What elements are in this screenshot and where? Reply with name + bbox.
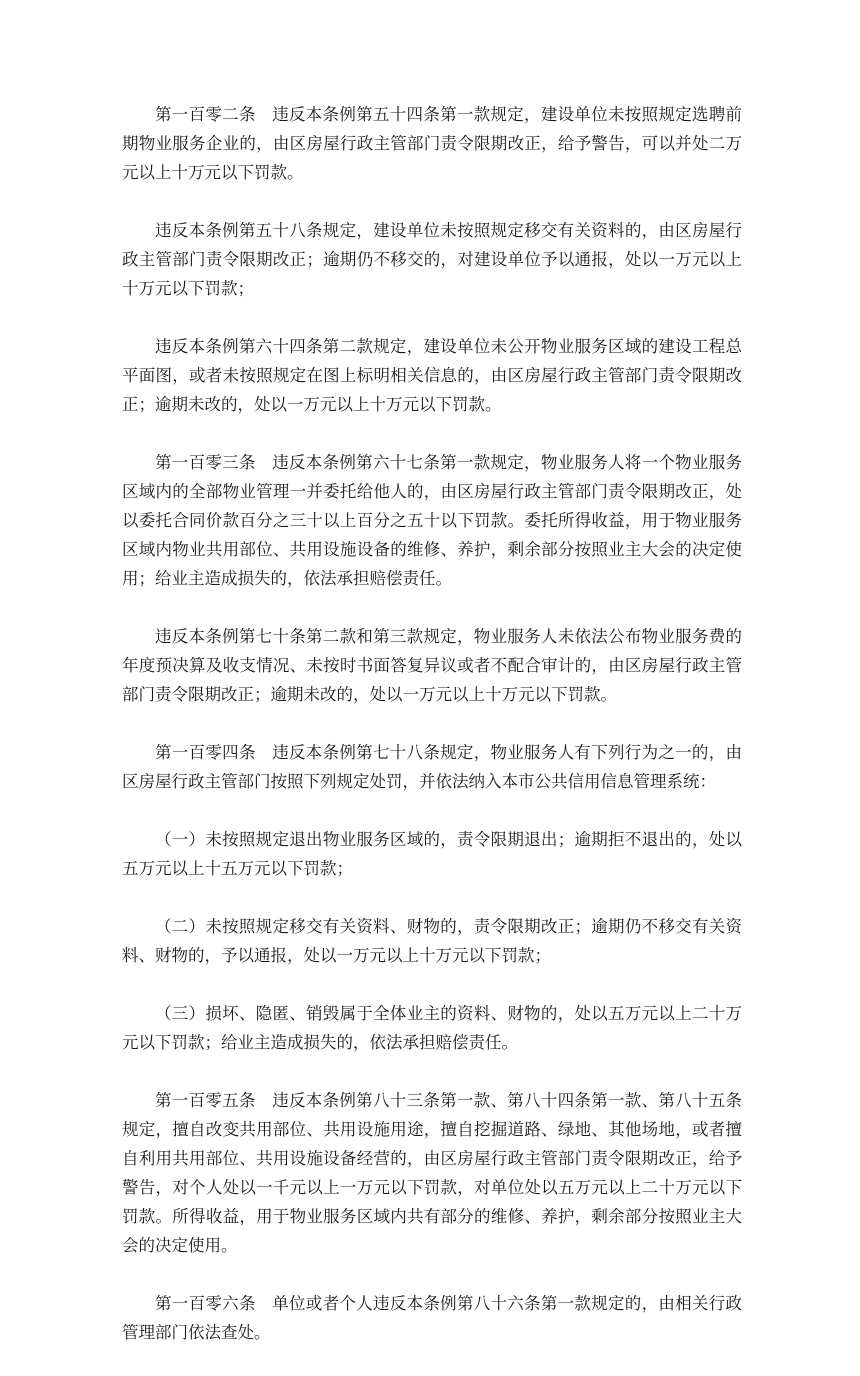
paragraph-art-105 (122, 1086, 742, 1260)
paragraph-art-102 (122, 100, 742, 187)
paragraph-text: （一）未按照规定退出物业服务区域的，责令限期退出；逾期拒不退出的，处以五万元以上十五万元以下罚款； (122, 830, 742, 878)
paragraph-text: 违反本条例第八十三条第一款、第八十四条第一款、第八十五条规定，擅自改变共用部位、共用设施用途，擅自挖掘道路、绿地、其他场地，或者擅自利用共用部位、共用设施设备经营的，由区房屋行政主管部门责令限期改正，给予警告，对个人处以一千元以上一万元以下罚款，对单位处以五万元以上二十万元以下罚款。所得收益，用于物业服务区域内共有部分的维修、养护，剩余部分按照业主大会的决定使用。 (122, 1091, 743, 1255)
document-body (122, 100, 742, 1376)
article-number: 第一百零六条 (155, 1294, 256, 1313)
paragraph-text: （三）损坏、隐匿、销毁属于全体业主的资料、财物的，处以五万元以上二十万元以下罚款；给业主造成损失的，依法承担赔偿责任。 (122, 1004, 742, 1052)
paragraph-art-106 (122, 1289, 742, 1347)
paragraph-text: 违反本条例第七十八条规定，物业服务人有下列行为之一的，由区房屋行政主管部门按照下列规定处罚，并依法纳入本市公共信用信息管理系统： (122, 743, 743, 791)
paragraph-art-102-2 (122, 216, 742, 303)
paragraph-text: 违反本条例第七十条第二款和第三款规定，物业服务人未依法公布物业服务费的年度预决算及收支情况、未按时书面答复异议或者不配合审计的，由区房屋行政主管部门责令限期改正；逾期未改的，处以一万元以上十万元以下罚款。 (122, 627, 742, 704)
paragraph-text: （二）未按照规定移交有关资料、财物的，责令限期改正；逾期仍不移交有关资料、财物的，予以通报，处以一万元以上十万元以下罚款； (122, 917, 742, 965)
paragraph-art-104 (122, 738, 742, 796)
paragraph-text: 违反本条例第五十四条第一款规定，建设单位未按照规定选聘前期物业服务企业的，由区房屋行政主管部门责令限期改正，给予警告，可以并处二万元以上十万元以下罚款。 (122, 105, 743, 182)
paragraph-art-102-3 (122, 332, 742, 419)
article-number: 第一百零五条 (155, 1091, 256, 1110)
paragraph-art-103 (122, 448, 742, 593)
list-item-2 (122, 912, 742, 970)
list-item-3 (122, 999, 742, 1057)
paragraph-text: 违反本条例第五十八条规定，建设单位未按照规定移交有关资料的，由区房屋行政主管部门责令限期改正；逾期仍不移交的，对建设单位予以通报，处以一万元以上十万元以下罚款； (122, 221, 742, 298)
paragraph-text: 单位或者个人违反本条例第八十六条第一款规定的，由相关行政管理部门依法查处。 (122, 1294, 743, 1342)
paragraph-text: 违反本条例第六十七条第一款规定，物业服务人将一个物业服务区域内的全部物业管理一并委托给他人的，由区房屋行政主管部门责令限期改正，处以委托合同价款百分之三十以上百分之五十以下罚款。委托所得收益，用于物业服务区域内物业共用部位、共用设施设备的维修、养护，剩余部分按照业主大会的决定使用；给业主造成损失的，依法承担赔偿责任。 (122, 453, 743, 588)
article-number: 第一百零三条 (155, 453, 256, 472)
article-number: 第一百零二条 (155, 105, 256, 124)
article-number: 第一百零四条 (155, 743, 256, 762)
paragraph-text: 违反本条例第六十四条第二款规定，建设单位未公开物业服务区域的建设工程总平面图，或者未按照规定在图上标明相关信息的，由区房屋行政主管部门责令限期改正；逾期未改的，处以一万元以上十万元以下罚款。 (122, 337, 742, 414)
list-item-1 (122, 825, 742, 883)
paragraph-art-103-2 (122, 622, 742, 709)
